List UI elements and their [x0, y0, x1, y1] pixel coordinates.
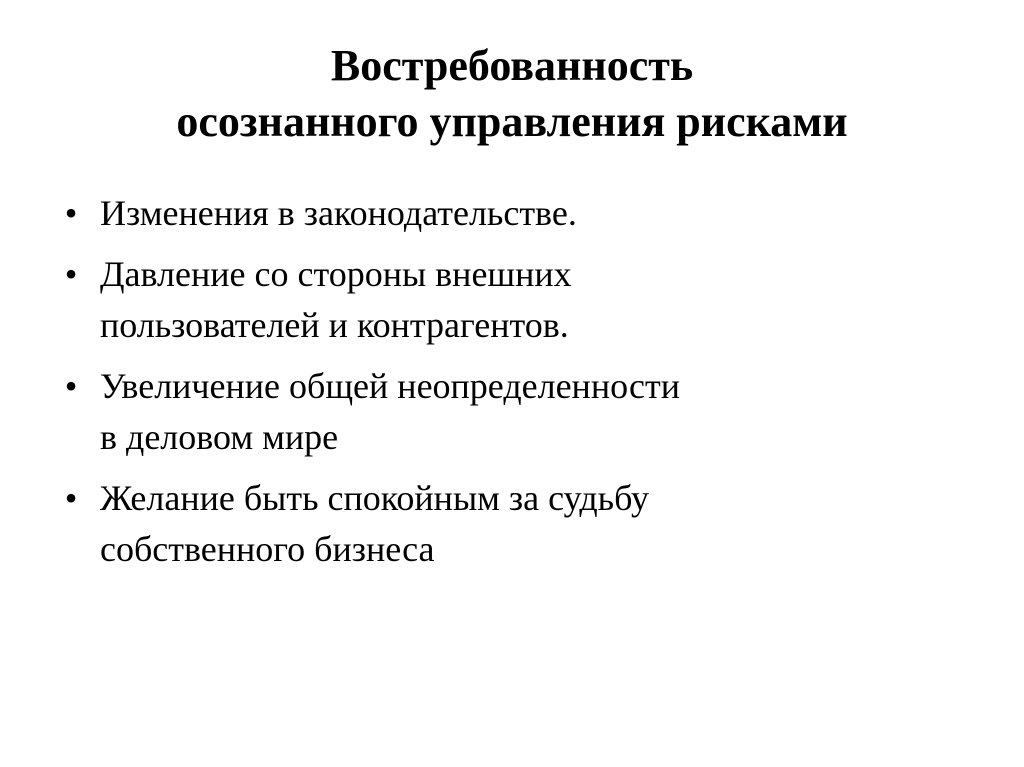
- bullet-dot-icon: •: [64, 254, 78, 294]
- bullet-text: [100, 249, 956, 351]
- bullet-dot-icon: •: [64, 478, 78, 518]
- bullet-text: [100, 473, 956, 575]
- bullet-text: [100, 361, 956, 463]
- bullet-item-uncertainty: [56, 361, 956, 463]
- bullet-line: Увеличение общей неопределенности: [100, 366, 680, 406]
- slide-title-line-2: осознанного управления рисками: [176, 97, 848, 146]
- bullet-text: [100, 188, 956, 239]
- bullet-item-pressure: [56, 249, 956, 351]
- bullet-line: Желание быть спокойным за судьбу: [100, 478, 650, 518]
- slide-title-line-1: Востребованность: [330, 41, 694, 90]
- bullet-line: в деловом мире: [100, 417, 339, 457]
- slide-title: [0, 38, 1024, 150]
- bullet-line: Давление со стороны внешних: [100, 254, 572, 294]
- bullet-item-peace-of-mind: [56, 473, 956, 575]
- bullet-line: Изменения в законодательстве.: [100, 193, 577, 233]
- bullet-line: пользователей и контрагентов.: [100, 305, 569, 345]
- bullet-dot-icon: •: [64, 366, 78, 406]
- bullet-dot-icon: •: [64, 193, 78, 233]
- bullet-list: [56, 188, 956, 585]
- bullet-line: собственного бизнеса: [100, 529, 435, 569]
- bullet-item-legislation: [56, 188, 956, 239]
